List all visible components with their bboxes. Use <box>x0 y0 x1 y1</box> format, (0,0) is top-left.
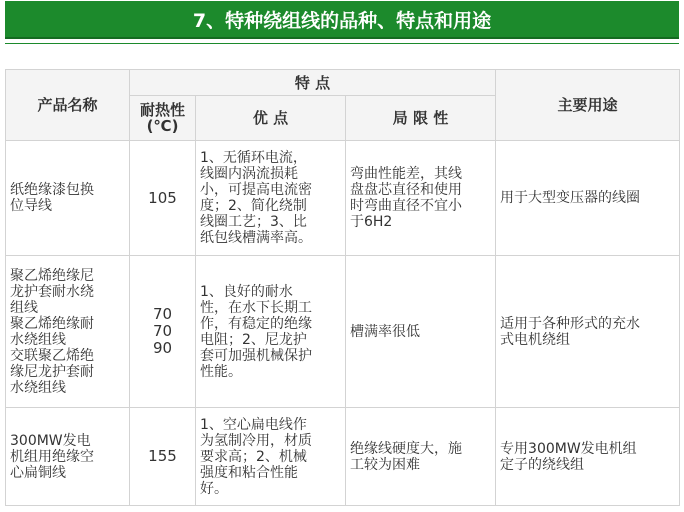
title-underline <box>5 43 679 44</box>
cell-main-usage: 用于大型变压器的线圈 <box>496 141 680 256</box>
header-main-usage: 主要用途 <box>496 70 680 141</box>
cell-limitations: 绝缘线硬度大，施 工较为困难 <box>346 408 496 506</box>
header-product-name: 产品名称 <box>6 70 130 141</box>
cell-product-name: 300MW发电 机组用绝缘空 心扁铜线 <box>6 408 130 506</box>
cell-heat-resistance: 155 <box>130 408 196 506</box>
section-title-banner <box>5 1 679 39</box>
cell-advantages: 1、空心扁电线作 为氢制冷用，材质 要求高；2、机械 强度和粘合性能 好。 <box>196 408 346 506</box>
cell-advantages: 1、良好的耐水 性，在水下长期工 作，有稳定的绝缘 电阻；2、尼龙护 套可加强机械保护 性能。 <box>196 256 346 408</box>
cell-heat-resistance: 70 70 90 <box>130 256 196 408</box>
cell-main-usage: 专用300MW发电机组 定子的绕线组 <box>496 408 680 506</box>
header-heat-resistance: 耐热性 (℃) <box>130 96 196 141</box>
table-row <box>6 141 680 256</box>
header-limitations: 局 限 性 <box>346 96 496 141</box>
header-features: 特 点 <box>130 70 496 96</box>
cell-main-usage: 适用于各种形式的充水 式电机绕组 <box>496 256 680 408</box>
cell-heat-resistance: 105 <box>130 141 196 256</box>
winding-wire-table <box>5 69 680 506</box>
header-row-1 <box>6 70 680 96</box>
header-advantages: 优 点 <box>196 96 346 141</box>
table-row <box>6 256 680 408</box>
cell-limitations: 槽满率很低 <box>346 256 496 408</box>
cell-limitations: 弯曲性能差，其线 盘盘芯直径和使用 时弯曲直径不宜小 于6H2 <box>346 141 496 256</box>
section-title: 7、特种绕组线的品种、特点和用途 <box>192 9 492 32</box>
cell-product-name: 聚乙烯绝缘尼 龙护套耐水绕 组线 聚乙烯绝缘耐 水绕组线 交联聚乙烯绝 缘尼龙护套耐 水绕组线 <box>6 256 130 408</box>
table-row <box>6 408 680 506</box>
cell-advantages: 1、无循环电流， 线圈内涡流损耗 小，可提高电流密 度；2、简化绕制 线圈工艺；3、比 纸包线槽满率高。 <box>196 141 346 256</box>
cell-product-name: 纸绝缘漆包换 位导线 <box>6 141 130 256</box>
